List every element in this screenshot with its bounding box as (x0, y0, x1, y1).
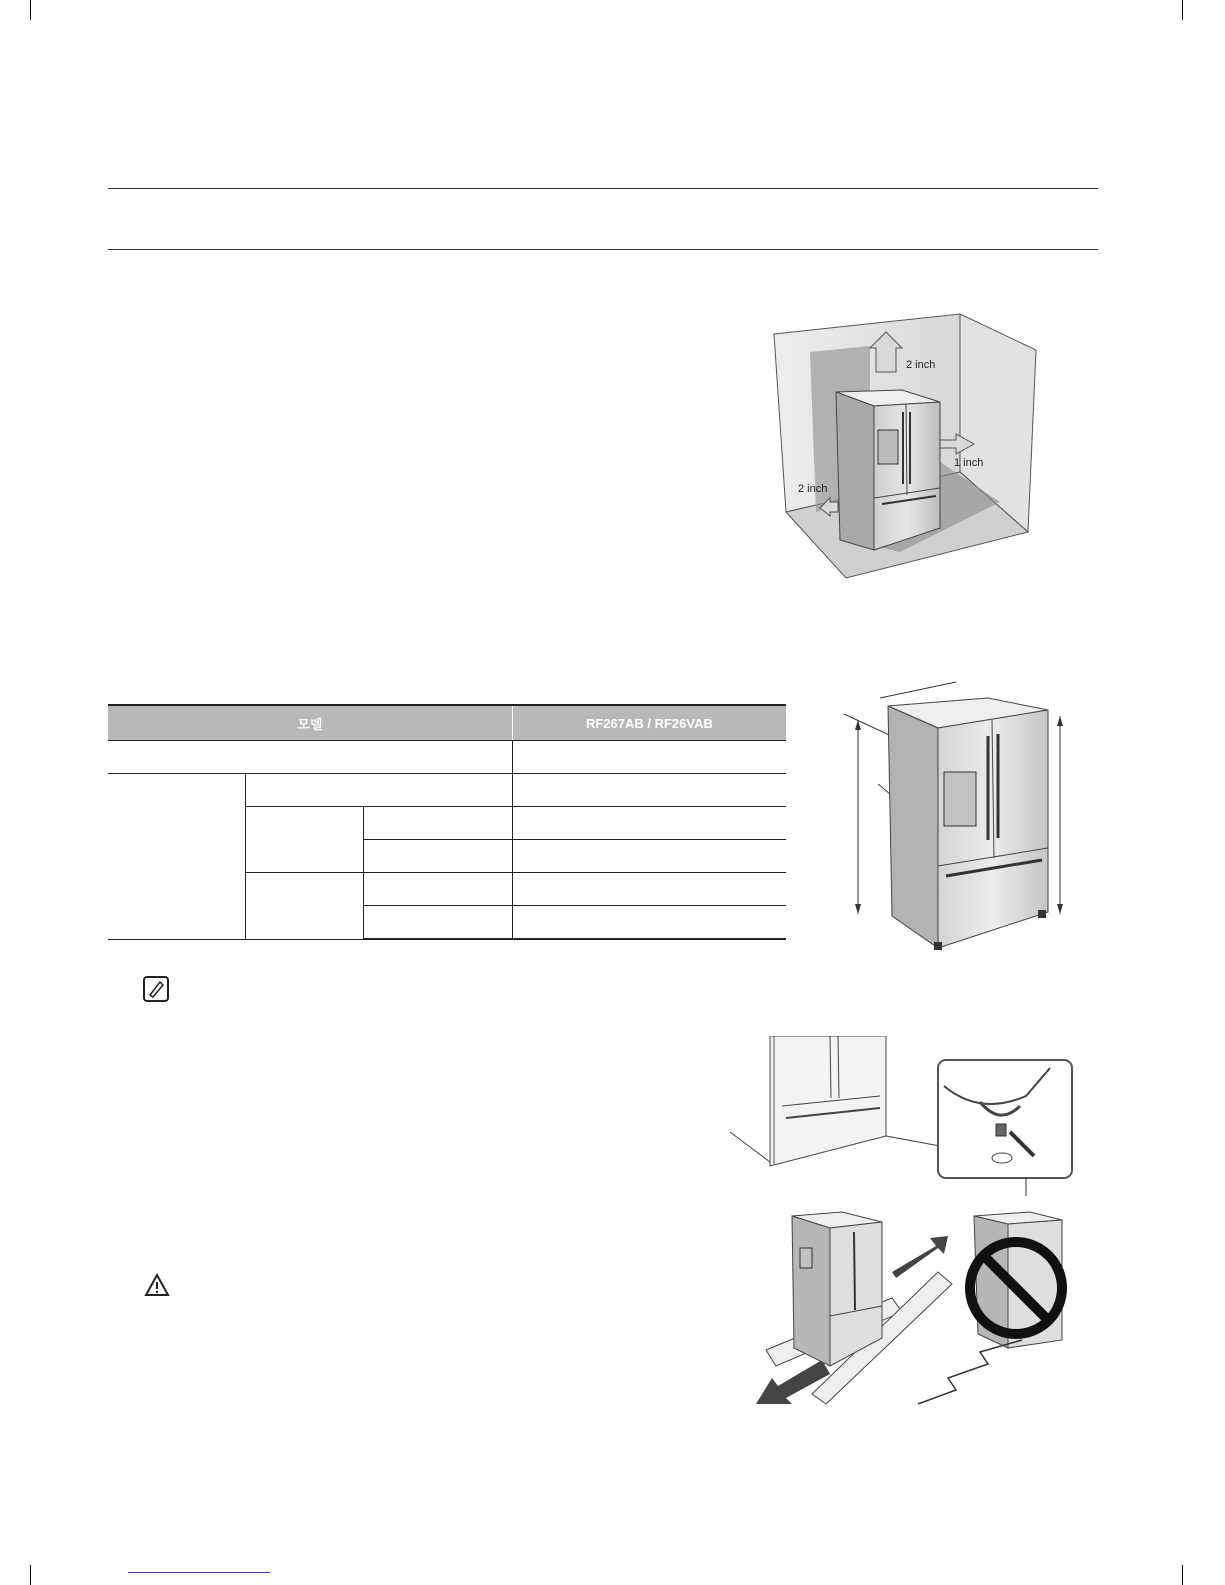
side-clearance-label: 1 inch (954, 457, 984, 469)
arrow-up-right-icon (892, 1236, 948, 1278)
clearance-figure (770, 312, 1060, 582)
spec-table (108, 704, 786, 940)
back-clearance-label: 2 inch (798, 483, 828, 495)
spec-table-header (108, 705, 786, 741)
header-rule-bottom (108, 249, 1098, 250)
crop-mark-top-right (1182, 0, 1183, 20)
note-icon (142, 975, 170, 1003)
table-row (108, 774, 786, 807)
moving-figure (752, 1208, 1092, 1408)
header-rule-top (108, 188, 1098, 189)
model-value-header: RF267AB / RF26VAB (512, 705, 786, 741)
dimension-figure (838, 676, 1088, 966)
crop-mark-bottom-left (30, 1565, 31, 1585)
footer-link-underline (128, 1572, 270, 1573)
table-row (108, 741, 786, 774)
crop-mark-bottom-right (1182, 1565, 1183, 1585)
top-clearance-label: 2 inch (906, 359, 936, 371)
crop-mark-top-left (30, 0, 31, 20)
leveling-figure (730, 1036, 1090, 1196)
model-header: 모델 (108, 705, 512, 741)
warning-icon (144, 1273, 170, 1297)
